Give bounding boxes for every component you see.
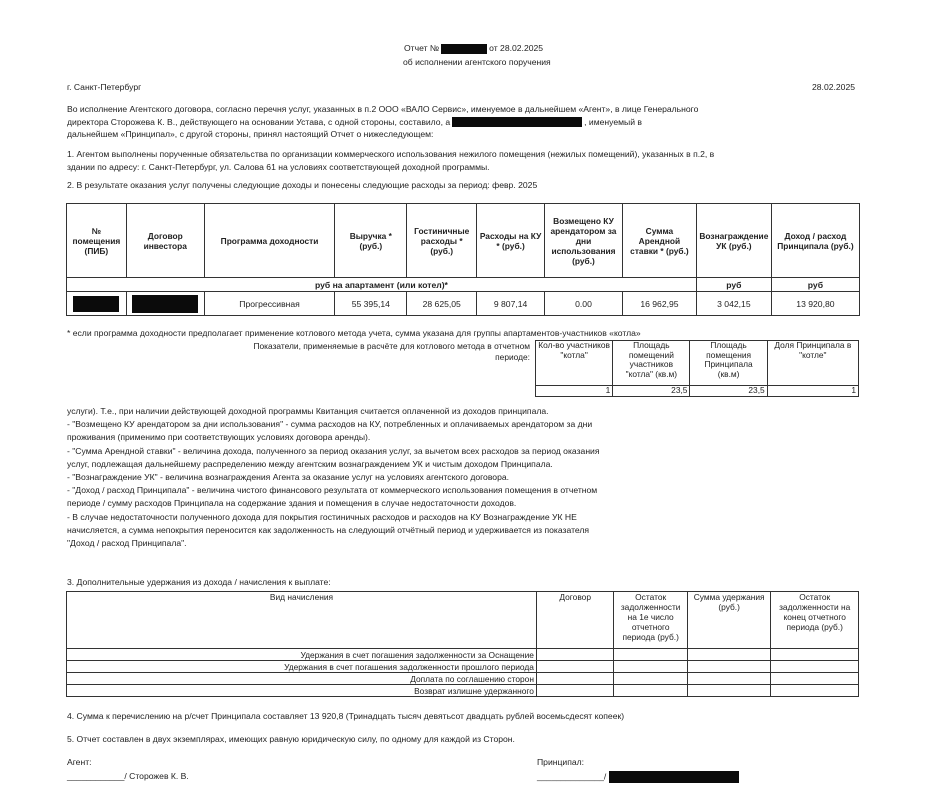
header-uk-fee: Вознаграждение УК (руб.) (696, 204, 771, 278)
deductions-header-amount: Сумма удержания (руб.) (687, 592, 771, 649)
unit-principal: руб (771, 278, 859, 292)
unit-label: руб на апартамент (или котел)* (67, 278, 697, 292)
cell-reimbursed: 0.00 (545, 292, 623, 316)
table-row (67, 292, 860, 316)
table-row: Доплата по соглашению сторон (67, 673, 859, 685)
deductions-header-end-debt: Остаток задолженности на конец отчетного периода (руб.) (771, 592, 859, 649)
footnote: * если программа доходности предполагает применение котлового метода учета, сумма указана для группы апартаментов-участников «котла» (67, 328, 641, 338)
header-rent: Сумма Арендной ставки * (руб.) (622, 204, 696, 278)
report-subtitle: об исполнении агентского поручения (403, 57, 551, 67)
principal-signature: ______________/ (537, 771, 739, 783)
deductions-header-type: Вид начисления (67, 592, 537, 649)
header-contract: Договор инвестора (126, 204, 204, 278)
header-hotel-expenses: Гостиничные расходы * (руб.) (407, 204, 477, 278)
header-revenue: Выручка * (руб.) (335, 204, 407, 278)
section-4: 4. Сумма к перечислению на р/счет Принципала составляет 13 920,8 (Тринадцать тысяч девятьсот двадцать рублей восемьсдесят копеек) (67, 711, 625, 721)
principal-label: Принципал: (537, 757, 585, 767)
pool-header-participants: Кол-во участников "котла" (536, 341, 613, 386)
report-title: Отчет № от 28.02.2025 (404, 43, 544, 53)
cell-room (67, 292, 127, 316)
table-row: Возврат излишне удержанного (67, 685, 859, 697)
cell-utilities: 9 807,14 (477, 292, 545, 316)
unit-uk: руб (696, 278, 771, 292)
cell-rent: 16 962,95 (622, 292, 696, 316)
deductions-header-start-debt: Остаток задолженности на 1е число отчетного периода (руб.) (614, 592, 687, 649)
redacted-contract (132, 295, 198, 313)
section-2-title: 2. В результате оказания услуг получены следующие доходы и понесены следующие расходы за период: февр. 2025 (67, 180, 538, 190)
deductions-table (66, 591, 859, 697)
pool-value-principal-share: 1 (767, 386, 858, 397)
explanations: услуги). Т.е., при наличии действующей доходной программы Квитанция считается оплаченной из доходов принципала. - "Возмещено КУ арендатором за дни использования" - сумма расходов на КУ, потребленных и оплачиваемых арендатором за дни проживания (применимо при соответствующих условиях договора аренды). - "Сумма Арендной ставки" - величина дохода, полученного за период оказания услуг, за вычетом всех расходов за период оказания услуг, подлежащая дальнейшему распределению между агентским вознаграждением УК и чистым доходом Принципала. - "Вознаграждение УК" - величина вознаграждения Агента за оказание услуг на условиях агентского договора. - "Доход / расход Принципала" - величина чистого финансового результата от коммерческого использования помещения в отчетном периоде / сумму расходов Принципала на содержание здания и помещения в случае недостаточности доходов. - В случае недостаточности полученного дохода для покрытия гостиничных расходов и расходов на КУ Вознаграждение УК НЕ начисляется, а сумма непокрытия переносится как задолженность на следующий отчётный период и удерживается из показателя "Доход / расход Принципала". (67, 406, 600, 549)
redacted-number (441, 44, 487, 54)
pool-header-principal-share: Доля Принципала в "котле" (767, 341, 858, 386)
report-date: 28.02.2025 (812, 82, 856, 92)
header-room: № помещения (ПИБ) (67, 204, 127, 278)
header-principal-income: Доход / расход Принципала (руб.) (771, 204, 859, 278)
header-utilities: Расходы на КУ * (руб.) (477, 204, 545, 278)
header-program: Программа доходности (204, 204, 335, 278)
table-row: Удержания в счет погашения задолженности прошлого периода (67, 661, 859, 673)
pool-header-pool-area: Площадь помещений участников "котла" (кв.м) (613, 341, 690, 386)
redacted-principal (452, 117, 582, 127)
pool-value-participants: 1 (536, 386, 613, 397)
redacted-room (73, 296, 119, 312)
deductions-header-contract: Договор (536, 592, 613, 649)
agent-signature: ____________/ Сторожев К. В. (67, 771, 189, 781)
section-3-title: 3. Дополнительные удержания из дохода / начисления к выплате: (67, 577, 331, 587)
agent-label: Агент: (67, 757, 92, 767)
redacted-principal-name (609, 771, 739, 783)
section-1: 1. Агентом выполнены порученные обязательства по организации коммерческого использования нежилого помещения (нежилых помещений), указанных в п.2, в здании по адресу: г. Санкт-Петербург, ул. Салова 61 на условиях соответствующей доходной программы. (67, 149, 715, 172)
section-5: 5. Отчет составлен в двух экземплярах, имеющих равную юридическую силу, по одному для каждой из Сторон. (67, 734, 515, 744)
intro-paragraph: Во исполнение Агентского договора, согласно перечня услуг, указанных в п.2 ООО «ВАЛО Сервис», именуемое в дальнейшем «Агент», в лице Генерального директора Сторожева К. В., действующего на основании Устава, с одной стороны, составило, а , именуемый в дальнейшем «Принципал», с другой стороны, принял настоящий Отчет о нижеследующем: (67, 104, 699, 139)
cell-hotel-expenses: 28 625,05 (407, 292, 477, 316)
header-reimbursed: Возмещено КУ арендатором за дни использования (руб.) (545, 204, 623, 278)
table-row: Удержания в счет погашения задолженности за Оснащение (67, 649, 859, 661)
pool-value-principal-area: 23,5 (690, 386, 767, 397)
cell-program: Прогрессивная (204, 292, 335, 316)
pool-value-pool-area: 23,5 (613, 386, 690, 397)
cell-revenue: 55 395,14 (335, 292, 407, 316)
income-expense-table (66, 203, 860, 316)
cell-uk-fee: 3 042,15 (696, 292, 771, 316)
city: г. Санкт-Петербург (67, 82, 142, 92)
pool-caption: Показатели, применяемые в расчёте для котлового метода в отчетном периоде: (253, 341, 530, 362)
pool-table (535, 340, 859, 397)
cell-contract (126, 292, 204, 316)
pool-header-principal-area: Площадь помещения Принципала (кв.м) (690, 341, 767, 386)
cell-principal-income: 13 920,80 (771, 292, 859, 316)
